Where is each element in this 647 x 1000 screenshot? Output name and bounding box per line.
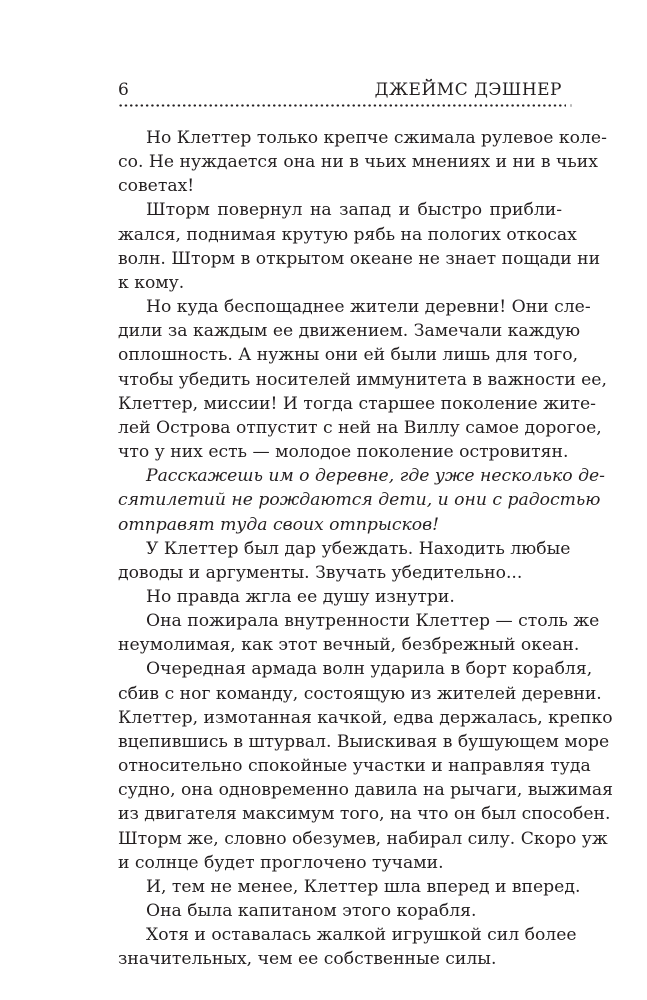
text-line: сятилетий не рождаются дети, и они с радостью — [118, 490, 601, 511]
text-line: отправят туда своих отпрысков! — [118, 514, 440, 535]
paragraph — [118, 585, 562, 609]
paragraph — [118, 875, 581, 899]
text-line: дили за каждым ее движением. Замечали каждую — [118, 321, 581, 342]
text-line: Но правда жгла ее душу изнутри. — [146, 586, 455, 607]
paragraph — [118, 609, 600, 657]
paragraph — [118, 899, 562, 923]
text-line: что у них есть — молодое поколение островитян. — [118, 442, 569, 463]
text-line: советах! — [118, 176, 195, 197]
paragraph — [118, 537, 571, 585]
paragraph — [118, 464, 605, 536]
page-number: 6 — [118, 80, 130, 100]
text-line: Но Клеттер только крепче сжимала рулевое коле- — [146, 128, 607, 148]
text-line: вцепившись в штурвал. Выискивая в бушующем море — [118, 731, 610, 752]
text-line: судно, она одновременно давила на рычаги, выжимая — [118, 780, 613, 801]
text-line: Она была капитаном этого корабля. — [146, 901, 477, 921]
text-line: Очередная армада волн ударила в борт корабля, — [146, 659, 593, 680]
text-line: Но куда беспощаднее жители деревни! Они сле- — [146, 297, 591, 318]
dotted-rule — [118, 104, 566, 107]
paragraph — [118, 198, 601, 295]
text-line: значительных, чем ее собственные силы. — [118, 949, 497, 970]
text-line: Шторм повернул на запад и быстро прибли- — [146, 200, 562, 221]
text-line: сбив с ног команду, состоящую из жителей деревни. — [118, 683, 602, 704]
paragraph — [118, 126, 607, 198]
text-line: И, тем не менее, Клеттер шла вперед и вперед. — [146, 876, 581, 897]
text-line: со. Не нуждается она ни в чьих мнениях и ни в чьих — [118, 152, 598, 173]
text-line: и солнце будет проглочено тучами. — [118, 852, 444, 873]
text-line: оплошность. А нужны они ей были лишь для того, — [118, 345, 579, 366]
text-line: из двигателя максимум того, на что он был способен. — [118, 804, 611, 825]
text-line: У Клеттер был дар убеждать. Находить любые — [146, 538, 571, 559]
body-text — [118, 126, 613, 971]
paragraph — [118, 923, 577, 971]
text-line: Расскажешь им о деревне, где уже несколько де- — [146, 466, 605, 487]
text-line: Хотя и оставалась жалкой игрушкой сил более — [146, 925, 577, 946]
text-line: к кому. — [118, 272, 185, 293]
text-line: волн. Шторм в открытом океане не знает пощади ни — [118, 248, 601, 269]
text-line: неумолимая, как этот вечный, безбрежный океан. — [118, 635, 580, 656]
paragraph — [118, 295, 607, 464]
text-line: Она пожирала внутренности Клеттер — столь же — [146, 611, 600, 632]
text-line: Клеттер, миссии! И тогда старшее поколение жите- — [118, 393, 596, 414]
running-head — [118, 80, 562, 102]
text-line: доводы и аргументы. Звучать убедительно... — [118, 562, 523, 583]
text-line: чтобы убедить носителей иммунитета в важности ее, — [118, 369, 607, 390]
running-title: ДЖЕЙМС ДЭШНЕР — [374, 80, 562, 100]
dotted-rule-end — [570, 104, 572, 107]
text-line: Шторм же, словно обезумев, набирал силу. Скоро уж — [118, 828, 608, 849]
text-line: жался, поднимая крутую рябь на пологих откосах — [118, 224, 577, 245]
text-line: лей Острова отпустит с ней на Виллу самое дорогое, — [118, 417, 602, 438]
text-line: Клеттер, измотанная качкой, едва держалась, крепко — [118, 707, 613, 728]
book-page — [118, 0, 613, 1000]
paragraph — [118, 657, 613, 874]
text-line: относительно спокойные участки и направляя туда — [118, 756, 591, 777]
